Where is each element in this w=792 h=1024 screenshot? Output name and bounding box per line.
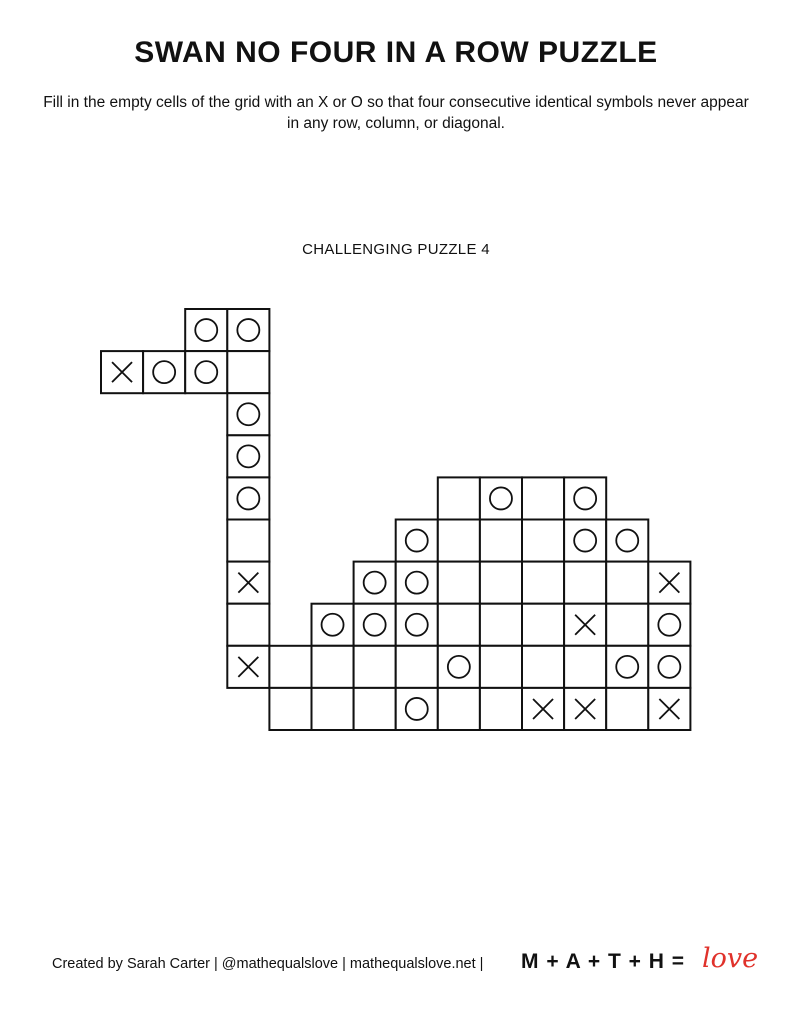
x-cell (648, 562, 690, 604)
o-cell (227, 393, 269, 435)
empty-cell[interactable] (312, 688, 354, 730)
o-cell (354, 562, 396, 604)
o-cell (606, 520, 648, 562)
x-cell (227, 646, 269, 688)
empty-cell[interactable] (522, 477, 564, 519)
empty-cell[interactable] (396, 646, 438, 688)
empty-cell[interactable] (480, 646, 522, 688)
o-cell (312, 604, 354, 646)
o-cell (564, 477, 606, 519)
puzzle-subtitle: CHALLENGING PUZZLE 4 (302, 241, 490, 258)
o-cell (143, 351, 185, 393)
o-cell (227, 435, 269, 477)
empty-cell[interactable] (269, 646, 311, 688)
empty-cell[interactable] (522, 646, 564, 688)
empty-cell[interactable] (522, 604, 564, 646)
o-cell (396, 520, 438, 562)
x-cell (101, 351, 143, 393)
o-cell (185, 309, 227, 351)
empty-cell[interactable] (564, 562, 606, 604)
o-cell (354, 604, 396, 646)
empty-cell[interactable] (227, 351, 269, 393)
empty-cell[interactable] (564, 646, 606, 688)
empty-cell[interactable] (480, 688, 522, 730)
empty-cell[interactable] (438, 562, 480, 604)
x-cell (564, 604, 606, 646)
o-cell (185, 351, 227, 393)
brand-love-logo: love (702, 943, 759, 974)
o-cell (648, 646, 690, 688)
x-cell (564, 688, 606, 730)
empty-cell[interactable] (606, 604, 648, 646)
x-cell (648, 688, 690, 730)
empty-cell[interactable] (269, 688, 311, 730)
empty-cell[interactable] (227, 520, 269, 562)
o-cell (564, 520, 606, 562)
empty-cell[interactable] (354, 646, 396, 688)
empty-cell[interactable] (480, 604, 522, 646)
o-cell (396, 604, 438, 646)
empty-cell[interactable] (312, 646, 354, 688)
footer-credits: Created by Sarah Carter | @mathequalslove | mathequalslove.net | (52, 956, 484, 972)
empty-cell[interactable] (480, 562, 522, 604)
empty-cell[interactable] (480, 520, 522, 562)
o-cell (438, 646, 480, 688)
empty-cell[interactable] (438, 688, 480, 730)
o-cell (227, 477, 269, 519)
brand-logo: M + A + T + H = (521, 950, 685, 973)
empty-cell[interactable] (606, 562, 648, 604)
o-cell (648, 604, 690, 646)
instructions: Fill in the empty cells of the grid with an X or O so that four consecutive identical symbols never appear in any row, column, or diagonal. (43, 94, 749, 132)
empty-cell[interactable] (606, 688, 648, 730)
empty-cell[interactable] (438, 477, 480, 519)
o-cell (396, 688, 438, 730)
page-title: SWAN NO FOUR IN A ROW PUZZLE (134, 36, 658, 69)
empty-cell[interactable] (354, 688, 396, 730)
o-cell (606, 646, 648, 688)
empty-cell[interactable] (522, 562, 564, 604)
x-cell (227, 562, 269, 604)
empty-cell[interactable] (522, 520, 564, 562)
empty-cell[interactable] (227, 604, 269, 646)
o-cell (480, 477, 522, 519)
x-cell (522, 688, 564, 730)
empty-cell[interactable] (438, 604, 480, 646)
o-cell (227, 309, 269, 351)
o-cell (396, 562, 438, 604)
empty-cell[interactable] (438, 520, 480, 562)
